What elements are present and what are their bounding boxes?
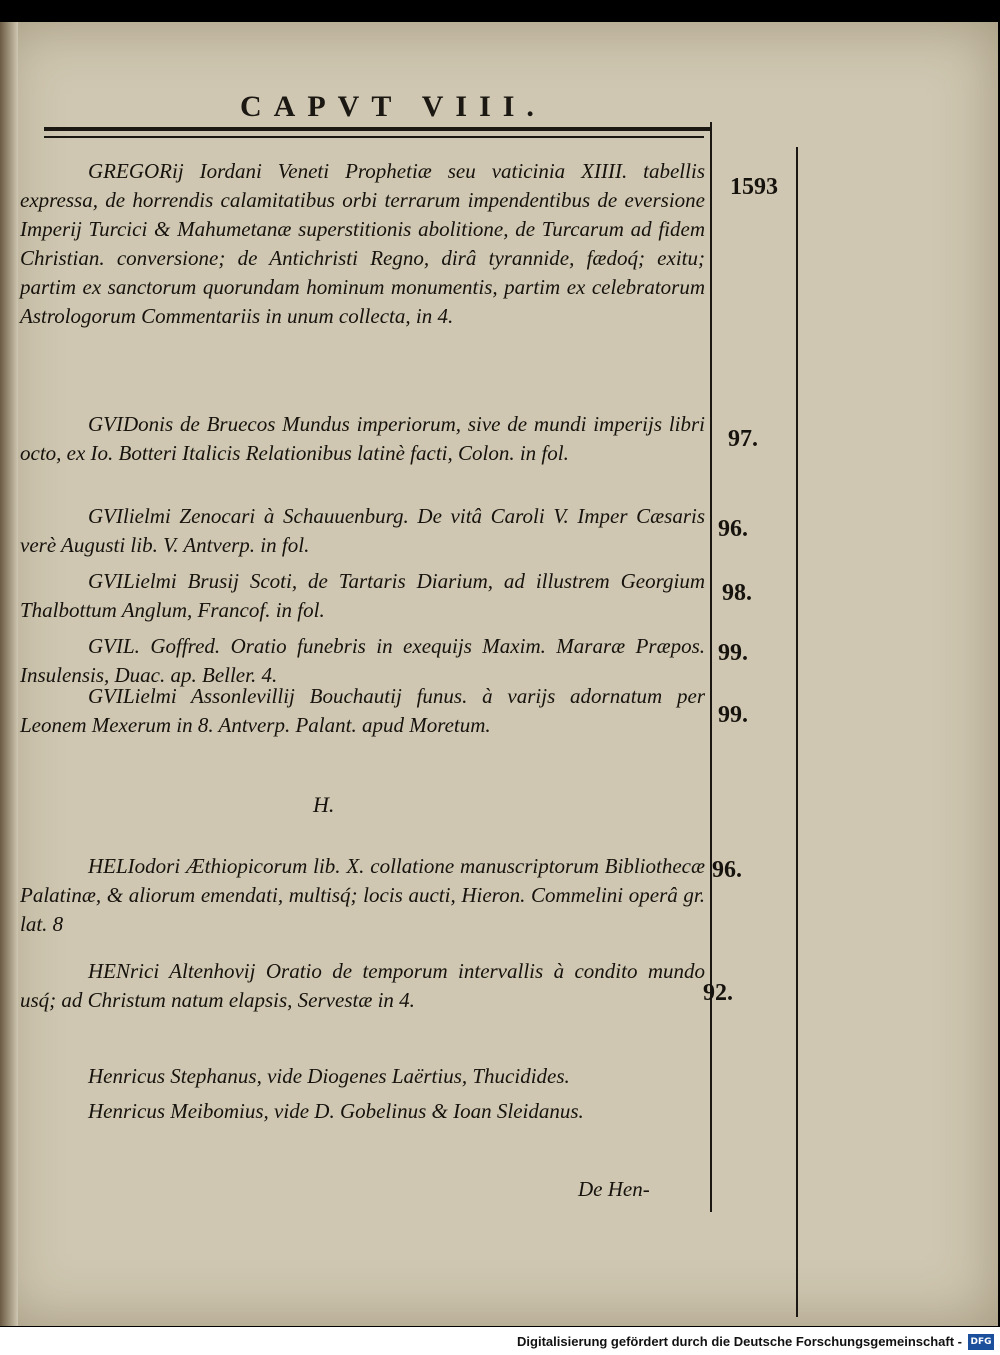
year: 96.: [718, 516, 748, 542]
entry: HENrici Altenhovij Oratio de temporum intervallis à condito mundo usq́; ad Christum natum elapsis, Servestæ in 4.: [20, 959, 705, 1012]
catchword: De Hen-: [578, 1177, 650, 1201]
right-border-rule: [796, 147, 798, 1317]
entry: GREGORij Iordani Veneti Prophetiæ seu vaticinia XIIII. tabellis expressa, de horrendis calamitatibus orbi terrarum impendentibus de eversione Imperij Turcici & Mahumetanæ superstitionis abolitione, de Turcarum ad fidem Christian. conversione; de Antichristi Regno, dirâ tyrannide, fædoq́; exitu; partim ex sanctorum quorundam hominum monumentis, partim ex celebratorum Astrologorum Commentariis in unum collecta, in 4.: [20, 159, 705, 328]
entry: GVIL. Goffred. Oratio funebris in exequijs Maxim. Mararæ Præpos. Insulensis, Duac. ap. Beller. 4.: [20, 634, 705, 687]
reference-line: Henricus Stephanus, vide Diogenes Laërtius, Thucidides.: [88, 1064, 570, 1088]
header-rule-thin: [44, 136, 704, 138]
running-head: CAPVT VIII.: [240, 90, 546, 123]
entry: HELIodori Æthiopicorum lib. X. collatione manuscriptorum Bibliothecæ Palatinæ, & aliorum emendati, multisq́; locis aucti, Hieron. Commelini operâ gr. lat. 8: [20, 854, 705, 936]
funding-credit: Digitalisierung gefördert durch die Deutsche Forschungsgemeinschaft -: [517, 1334, 962, 1349]
footer-bar: [0, 1327, 1000, 1355]
column-rule: [710, 122, 712, 1212]
year: 92.: [703, 980, 733, 1006]
year: 96.: [712, 857, 742, 883]
year: 99.: [718, 702, 748, 728]
year: 1593: [730, 174, 778, 200]
entry: GVIDonis de Bruecos Mundus imperiorum, sive de mundi imperijs libri octo, ex Io. Botteri Italicis Relationibus latinè facti, Colon. in fol.: [20, 412, 705, 465]
header-rule: [44, 127, 710, 131]
dfg-logo[interactable]: DFG: [968, 1334, 994, 1350]
year: 99.: [718, 640, 748, 666]
entry: GVILielmi Assonlevillij Bouchautij funus. à varijs adornatum per Leonem Mexerum in 8. Antverp. Palant. apud Moretum.: [20, 684, 705, 737]
entry: GVILielmi Brusij Scoti, de Tartaris Diarium, ad illustrem Georgium Thalbottum Anglum, Francof. in fol.: [20, 569, 705, 622]
entry: GVIlielmi Zenocari à Schauuenburg. De vitâ Caroli V. Imper Cæsaris verè Augusti lib. V. Antverp. in fol.: [20, 504, 705, 557]
book-page: [0, 22, 998, 1326]
year: 97.: [728, 426, 758, 452]
year: 98.: [722, 580, 752, 606]
reference-line: Henricus Meibomius, vide D. Gobelinus & Ioan Sleidanus.: [88, 1099, 584, 1123]
section-letter: H.: [313, 792, 335, 817]
